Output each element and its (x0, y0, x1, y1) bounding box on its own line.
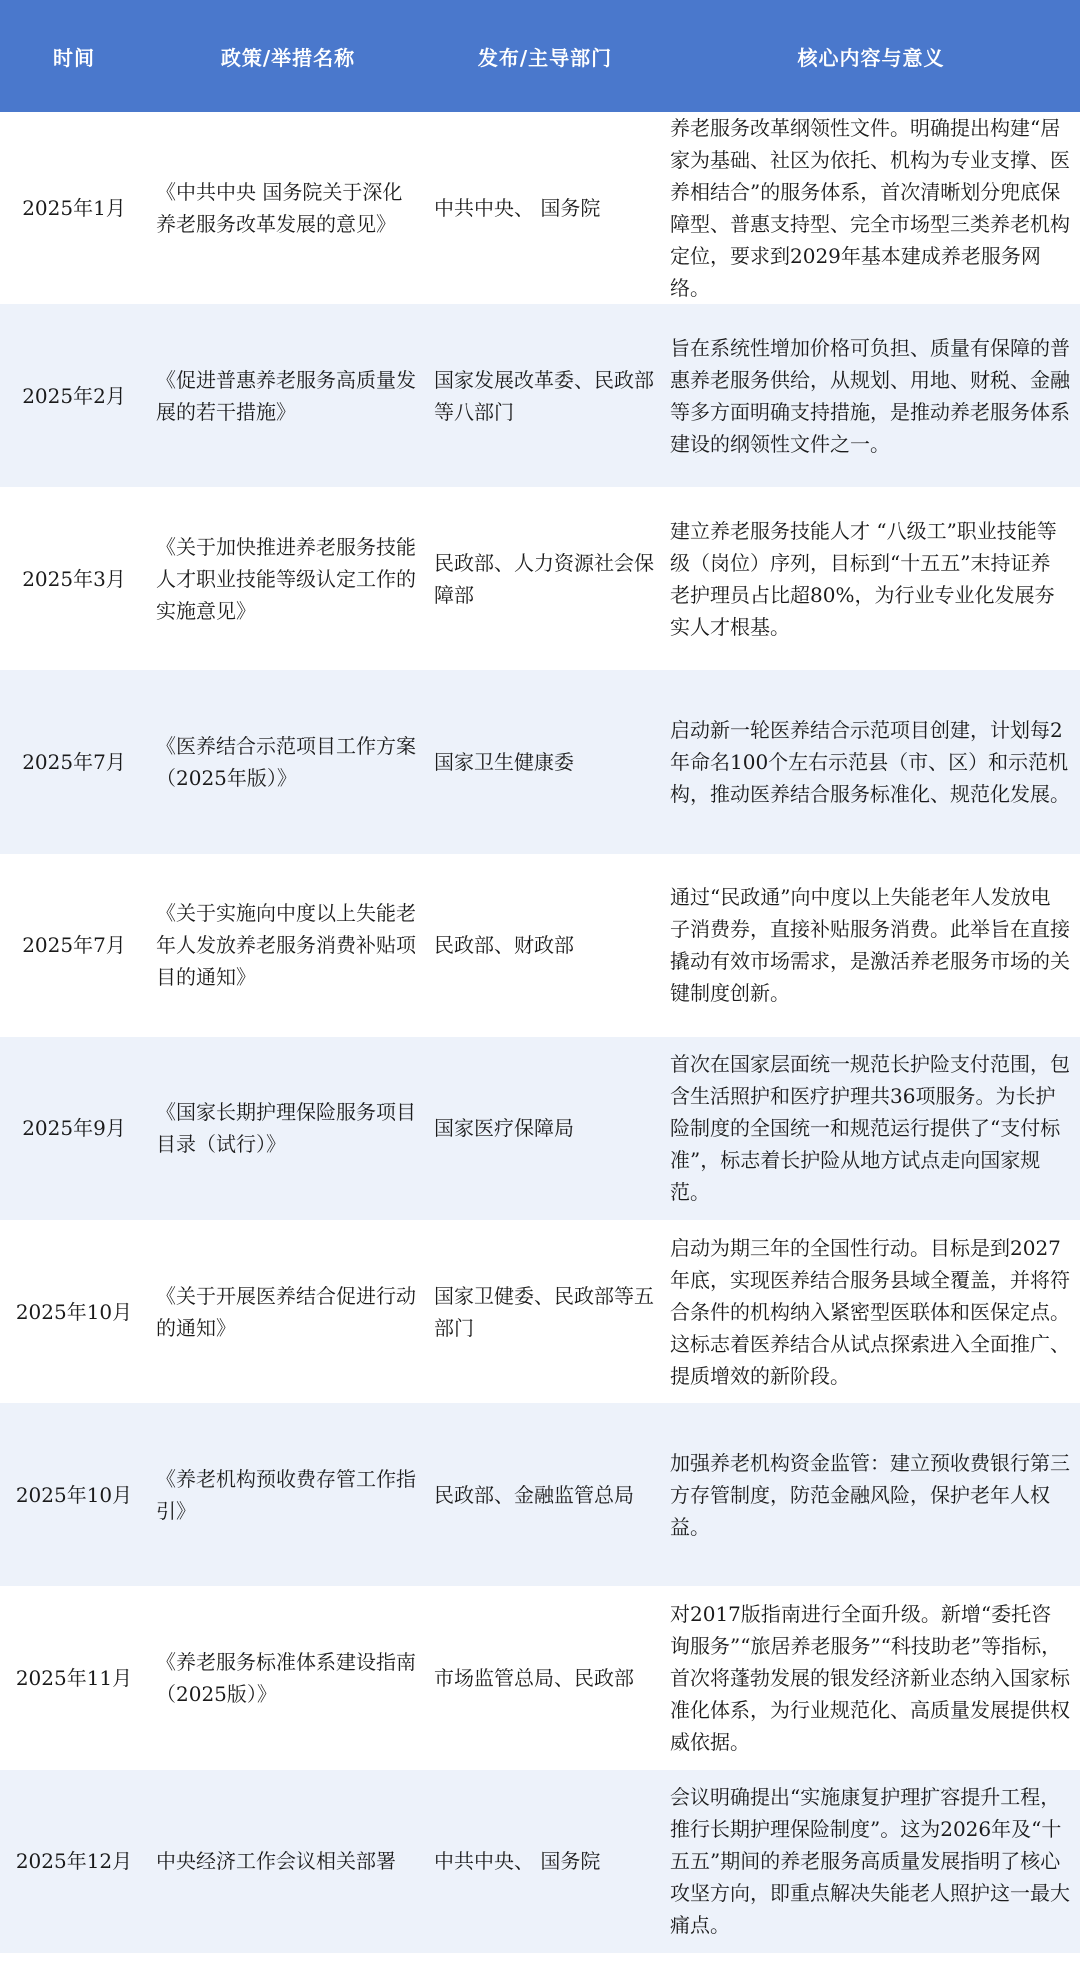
cell-core-content: 首次在国家层面统一规范长护险支付范围，包含生活照护和医疗护理共36项服务。为长护险制度的全国统一和规范运行提供了“支付标准”，标志着长护险从地方试点走向国家规范。 (670, 1052, 1070, 1205)
cell-policy-name: 《关于实施向中度以上失能老年人发放养老服务消费补贴项目的通知》 (156, 901, 416, 990)
cell-department: 民政部、人力资源社会保障部 (434, 550, 654, 607)
cell-core-content: 通过“民政通”向中度以上失能老年人发放电子消费券，直接补贴服务消费。此举旨在直接撬动有效市场需求，是激活养老服务市场的关键制度创新。 (670, 885, 1070, 1006)
cell-department: 民政部、金融监管总局 (434, 1482, 634, 1507)
cell-department: 国家发展改革委、民政部等八部门 (434, 367, 654, 424)
cell-department: 国家卫健委、民政部等五部门 (434, 1283, 654, 1340)
cell-time: 2025年7月 (22, 749, 126, 774)
cell-department: 国家卫生健康委 (434, 749, 574, 774)
cell-core-content: 会议明确提出“实施康复护理扩容提升工程，推行长期护理保险制度”。这为2026年及“十五五”期间的养老服务高质量发展指明了核心攻坚方向，即重点解决失能老人照护这一最大痛点。 (670, 1785, 1070, 1938)
table-row (0, 854, 1080, 1037)
cell-department: 中共中央、 国务院 (434, 196, 601, 220)
cell-policy-name: 《中共中央 国务院关于深化养老服务改革发展的意见》 (156, 180, 403, 236)
cell-department: 市场监管总局、民政部 (434, 1665, 634, 1690)
cell-policy-name: 中央经济工作会议相关部署 (156, 1849, 396, 1874)
header-row (0, 0, 1080, 112)
table-row (0, 1586, 1080, 1769)
cell-policy-name: 《促进普惠养老服务高质量发展的若干措施》 (156, 367, 416, 424)
cell-core-content: 旨在系统性增加价格可负担、质量有保障的普惠养老服务供给，从规划、用地、财税、金融等多方面明确支持措施，是推动养老服务体系建设的纲领性文件之一。 (670, 335, 1070, 456)
cell-time: 2025年9月 (22, 1116, 126, 1141)
table-body (0, 112, 1080, 1953)
table-row (0, 112, 1080, 304)
header-policy-name: 政策/举措名称 (220, 45, 356, 70)
cell-time: 2025年10月 (15, 1299, 133, 1324)
table-row (0, 670, 1080, 853)
header-department: 发布/主导部门 (477, 45, 613, 70)
cell-department: 民政部、财政部 (434, 933, 574, 958)
cell-core-content: 建立养老服务技能人才 “八级工”职业技能等级（岗位）序列，目标到“十五五”末持证养老护理员占比超80%，为行业专业化发展夯实人才根基。 (670, 518, 1057, 639)
cell-policy-name: 《关于开展医养结合促进行动的通知》 (156, 1283, 416, 1340)
cell-time: 2025年10月 (15, 1482, 133, 1507)
cell-policy-name: 《养老服务标准体系建设指南（2025版）》 (156, 1649, 416, 1706)
cell-time: 2025年1月 (22, 196, 126, 220)
table-row (0, 1037, 1080, 1220)
cell-time: 2025年12月 (15, 1849, 133, 1874)
cell-department: 中共中央、 国务院 (434, 1849, 601, 1874)
cell-time: 2025年2月 (22, 383, 126, 408)
cell-policy-name: 《关于加快推进养老服务技能人才职业技能等级认定工作的实施意见》 (156, 534, 416, 623)
table-row (0, 304, 1080, 487)
cell-time: 2025年3月 (22, 566, 126, 591)
table-row (0, 1403, 1080, 1586)
cell-time: 2025年11月 (15, 1665, 133, 1690)
cell-policy-name: 《国家长期护理保险服务项目目录（试行）》 (156, 1100, 416, 1157)
header-core-content: 核心内容与意义 (797, 45, 945, 70)
cell-policy-name: 《医养结合示范项目工作方案（2025年版）》 (156, 733, 416, 790)
header-time: 时间 (53, 45, 95, 70)
cell-core-content: 启动为期三年的全国性行动。目标是到2027年底，实现医养结合服务县域全覆盖，并将符合条件的机构纳入紧密型医联体和医保定点。这标志着医养结合从试点探索进入全面推广、提质增效的新阶段。 (670, 1235, 1070, 1388)
cell-department: 国家医疗保障局 (434, 1116, 574, 1141)
cell-policy-name: 《养老机构预收费存管工作指引》 (156, 1466, 416, 1523)
table-row (0, 487, 1080, 670)
table-row (0, 1220, 1080, 1403)
cell-core-content: 对2017版指南进行全面升级。新增“委托咨询服务”“旅居养老服务”“科技助老”等指标，首次将蓬勃发展的银发经济新业态纳入国家标准化体系，为行业规范化、高质量发展提供权威依据。 (670, 1601, 1070, 1754)
cell-core-content: 加强养老机构资金监管：建立预收费银行第三方存管制度，防范金融风险，保护老年人权益。 (670, 1450, 1070, 1539)
table-header (0, 0, 1080, 112)
cell-core-content: 启动新一轮医养结合示范项目创建，计划每2年命名100个左右示范县（市、区）和示范机构，推动医养结合服务标准化、规范化发展。 (670, 717, 1070, 806)
table-row (0, 1770, 1080, 1953)
cell-time: 2025年7月 (22, 933, 126, 958)
cell-core-content: 养老服务改革纲领性文件。明确提出构建“居家为基础、社区为依托、机构为专业支撑、医养相结合”的服务体系，首次清晰划分兜底保障型、普惠支持型、完全市场型三类养老机构定位，要求到2029年基本建成养老服务网络。 (670, 116, 1070, 300)
